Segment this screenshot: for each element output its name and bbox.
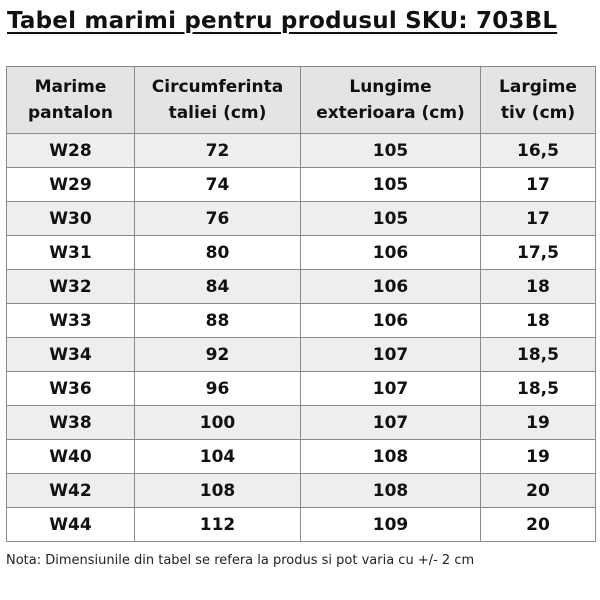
cell-outer-length: 107 — [301, 338, 481, 372]
header-line: Lungime — [349, 77, 432, 97]
cell-hem-width: 20 — [481, 508, 596, 542]
header-lungime-exterioara — [301, 67, 481, 134]
size-table — [6, 66, 596, 542]
cell-hem-width: 16,5 — [481, 134, 596, 168]
header-marime-pantalon — [7, 67, 135, 134]
header-line: pantalon — [28, 103, 113, 123]
table-row — [7, 406, 596, 440]
cell-waist: 112 — [135, 508, 301, 542]
cell-waist: 76 — [135, 202, 301, 236]
table-row — [7, 338, 596, 372]
cell-size: W29 — [7, 168, 135, 202]
cell-size: W44 — [7, 508, 135, 542]
cell-outer-length: 105 — [301, 202, 481, 236]
header-line: Marime — [34, 77, 107, 97]
cell-hem-width: 18,5 — [481, 338, 596, 372]
cell-outer-length: 108 — [301, 474, 481, 508]
cell-hem-width: 17 — [481, 168, 596, 202]
cell-outer-length: 105 — [301, 134, 481, 168]
header-line: tiv (cm) — [500, 103, 576, 123]
table-row — [7, 440, 596, 474]
table-body — [7, 134, 596, 542]
page-title: Tabel marimi pentru produsul SKU: 703BL — [7, 8, 558, 34]
table-row — [7, 168, 596, 202]
header-line: taliei (cm) — [168, 103, 267, 123]
cell-waist: 80 — [135, 236, 301, 270]
cell-hem-width: 18 — [481, 270, 596, 304]
cell-hem-width: 17 — [481, 202, 596, 236]
cell-hem-width: 17,5 — [481, 236, 596, 270]
cell-waist: 108 — [135, 474, 301, 508]
table-row — [7, 304, 596, 338]
cell-waist: 74 — [135, 168, 301, 202]
cell-outer-length: 108 — [301, 440, 481, 474]
table-row — [7, 236, 596, 270]
table-row — [7, 134, 596, 168]
table-row — [7, 474, 596, 508]
cell-size: W33 — [7, 304, 135, 338]
cell-size: W34 — [7, 338, 135, 372]
table-row — [7, 372, 596, 406]
header-line: exterioara (cm) — [316, 103, 465, 123]
cell-size: W38 — [7, 406, 135, 440]
cell-hem-width: 18 — [481, 304, 596, 338]
cell-outer-length: 106 — [301, 270, 481, 304]
footnote: Nota: Dimensiunile din tabel se refera la produs si pot varia cu +/- 2 cm — [6, 553, 475, 568]
cell-size: W36 — [7, 372, 135, 406]
cell-waist: 84 — [135, 270, 301, 304]
cell-outer-length: 107 — [301, 372, 481, 406]
cell-hem-width: 18,5 — [481, 372, 596, 406]
cell-size: W40 — [7, 440, 135, 474]
cell-size: W42 — [7, 474, 135, 508]
table-row — [7, 202, 596, 236]
cell-size: W30 — [7, 202, 135, 236]
cell-waist: 104 — [135, 440, 301, 474]
cell-hem-width: 19 — [481, 406, 596, 440]
cell-outer-length: 106 — [301, 304, 481, 338]
header-largime-tiv — [481, 67, 596, 134]
cell-hem-width: 20 — [481, 474, 596, 508]
cell-size: W28 — [7, 134, 135, 168]
cell-outer-length: 106 — [301, 236, 481, 270]
cell-waist: 88 — [135, 304, 301, 338]
cell-waist: 96 — [135, 372, 301, 406]
cell-outer-length: 107 — [301, 406, 481, 440]
header-circumferinta-taliei — [135, 67, 301, 134]
cell-hem-width: 19 — [481, 440, 596, 474]
cell-waist: 92 — [135, 338, 301, 372]
table-row — [7, 508, 596, 542]
cell-waist: 72 — [135, 134, 301, 168]
table-header-row — [7, 67, 596, 134]
table-row — [7, 270, 596, 304]
cell-outer-length: 105 — [301, 168, 481, 202]
header-line: Circumferinta — [151, 77, 284, 97]
header-line: Largime — [499, 77, 577, 97]
cell-waist: 100 — [135, 406, 301, 440]
cell-size: W32 — [7, 270, 135, 304]
cell-size: W31 — [7, 236, 135, 270]
cell-outer-length: 109 — [301, 508, 481, 542]
